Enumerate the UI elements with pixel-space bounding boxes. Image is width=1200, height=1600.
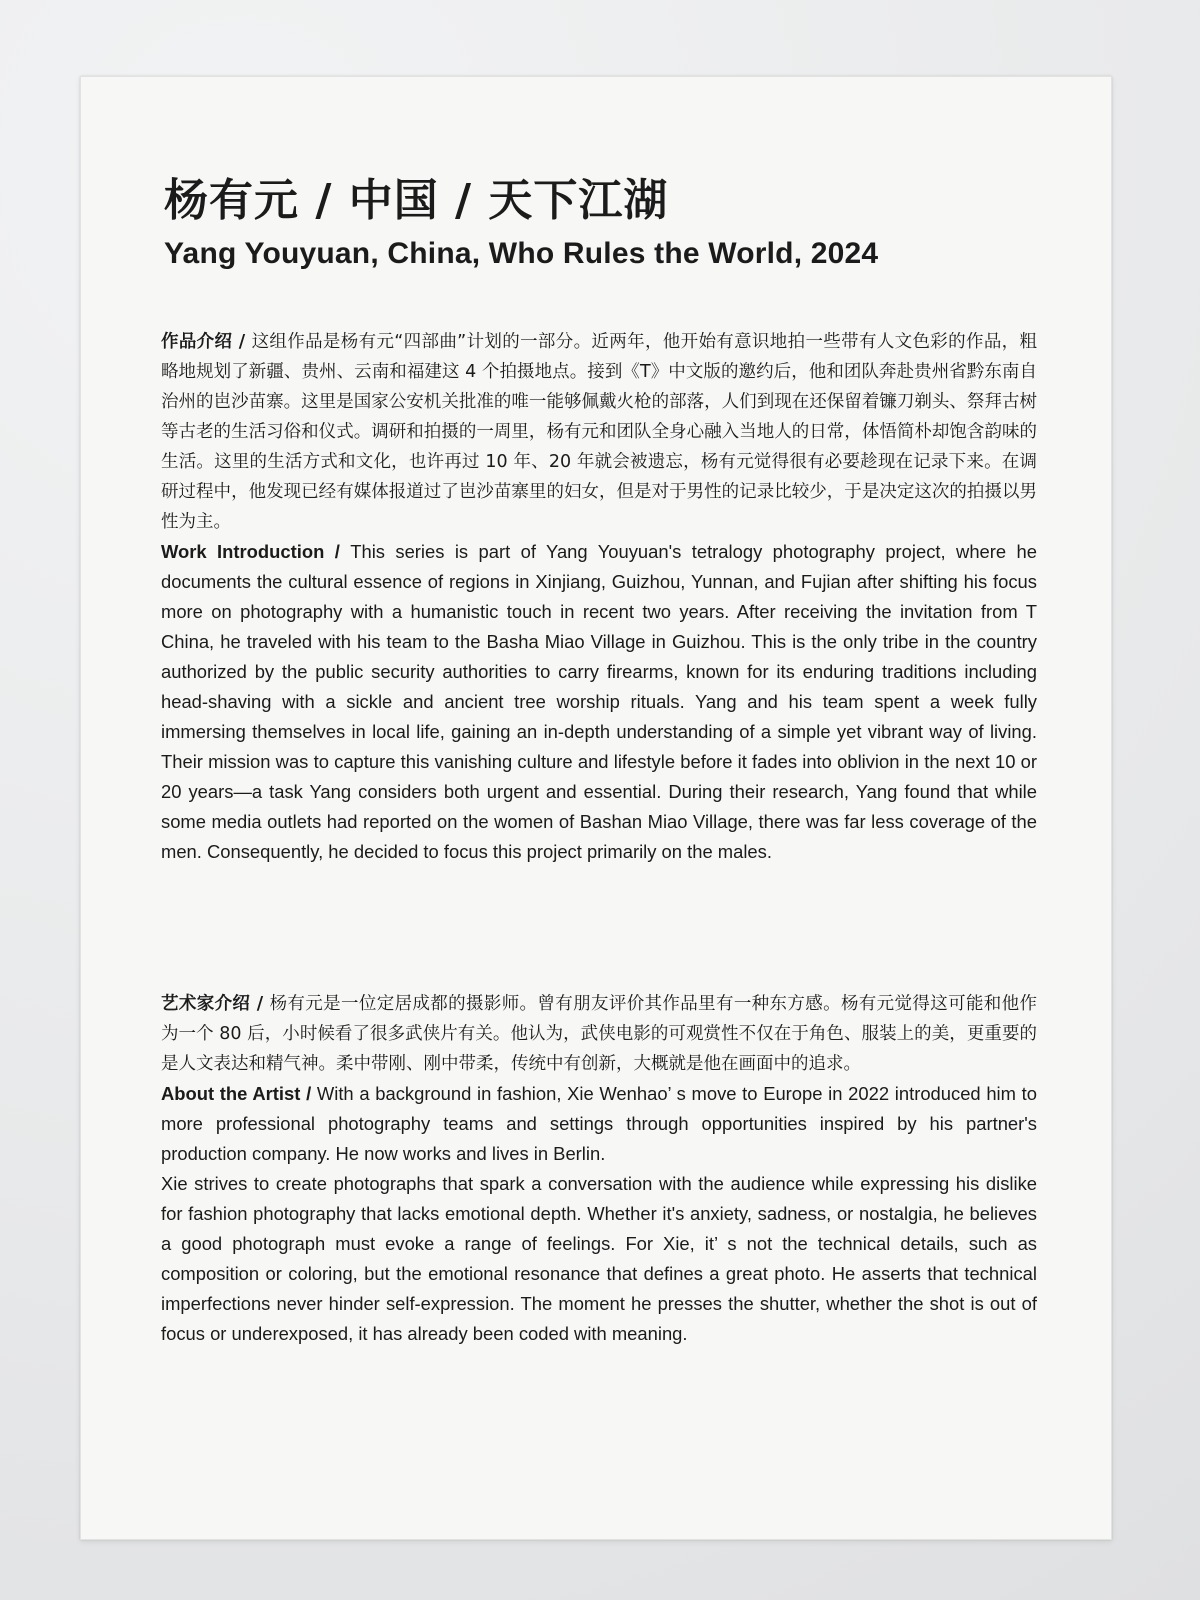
about-artist-section xyxy=(161,989,1037,1349)
title-english: Yang Youyuan, China, Who Rules the World, 2024 xyxy=(164,237,879,270)
about-artist-chinese-label: 艺术家介绍 / xyxy=(161,994,270,1014)
work-introduction-chinese-text: 这组作品是杨有元“四部曲”计划的一部分。近两年，他开始有意识地拍一些带有人文色彩的作品，粗略地规划了新疆、贵州、云南和福建这 4 个拍摄地点。接到《T》中文版的邀约后，他和团队奔赴贵州省黔东南自治州的岜沙苗寨。这里是国家公安机关批准的唯一能够佩戴火枪的部落，人们到现在还保留着镰刀剃头、祭拜古树等古老的生活习俗和仪式。调研和拍摄的一周里，杨有元和团队全身心融入当地人的日常，体悟简朴却饱含韵味的生活。这里的生活方式和文化，也许再过 10 年、20 年就会被遗忘，杨有元觉得很有必要趁现在记录下来。在调研过程中，他发现已经有媒体报道过了岜沙苗寨里的妇女，但是对于男性的记录比较少，于是决定这次的拍摄以男性为主。 xyxy=(161,332,1037,532)
about-artist-english-text: With a background in fashion, Xie Wenhao’ s move to Europe in 2022 introduced him to more professional photography teams and settings through opportunities inspired by his partner's production company. He now works and lives in Berlin. xyxy=(161,1083,1037,1164)
about-artist-chinese-text: 杨有元是一位定居成都的摄影师。曾有朋友评价其作品里有一种东方感。杨有元觉得这可能和他作为一个 80 后，小时候看了很多武侠片有关。他认为，武侠电影的可观赏性不仅在于角色、服装上的美，更重要的是人文表达和精气神。柔中带刚、刚中带柔，传统中有创新，大概就是他在画面中的追求。 xyxy=(161,994,1038,1074)
about-artist-english-paragraph-2: Xie strives to create photographs that spark a conversation with the audience while expressing his dislike for fashion photography that lacks emotional depth. Whether it's anxiety, sadness, or nostalgia, he believes a good photograph must evoke a range of feelings. For Xie, it’ s not the technical details, such as composition or coloring, but the emotional resonance that defines a great photo. He asserts that technical imperfections never hinder self-expression. The moment he presses the shutter, whether the shot is out of focus or underexposed, it has already been coded with meaning. xyxy=(161,1173,1037,1344)
about-artist-english-label: About the Artist / xyxy=(161,1083,317,1104)
about-artist-english xyxy=(161,1079,1037,1169)
about-artist-chinese xyxy=(161,989,1037,1079)
work-introduction-chinese-label: 作品介绍 / xyxy=(161,332,252,352)
exhibition-label-panel xyxy=(80,76,1112,1540)
work-introduction-section xyxy=(161,327,1037,867)
work-introduction-english-text: This series is part of Yang Youyuan's tetralogy photography project, where he documents the cultural essence of regions in Xinjiang, Guizhou, Yunnan, and Fujian after shifting his focus more on photography with a humanistic touch in recent two years. After receiving the invitation from T China, he traveled with his team to the Basha Miao Village in Guizhou. This is the only tribe in the country authorized by the public security authorities to carry firearms, known for its enduring traditions including head-shaving with a sickle and ancient tree worship rituals. Yang and his team spent a week fully immersing themselves in local life, gaining an in-depth understanding of a simple yet vibrant way of living. Their mission was to capture this vanishing culture and lifestyle before it fades into oblivion in the next 10 or 20 years—a task Yang considers both urgent and essential. During their research, Yang found that while some media outlets had reported on the women of Bashan Miao Village, there was far less coverage of the men. Consequently, he decided to focus this project primarily on the males. xyxy=(161,541,1037,862)
title-chinese: 杨有元 / 中国 / 天下江湖 xyxy=(164,175,669,226)
work-introduction-chinese xyxy=(161,327,1037,537)
work-introduction-english xyxy=(161,537,1037,867)
work-introduction-english-label: Work Introduction / xyxy=(161,541,351,562)
